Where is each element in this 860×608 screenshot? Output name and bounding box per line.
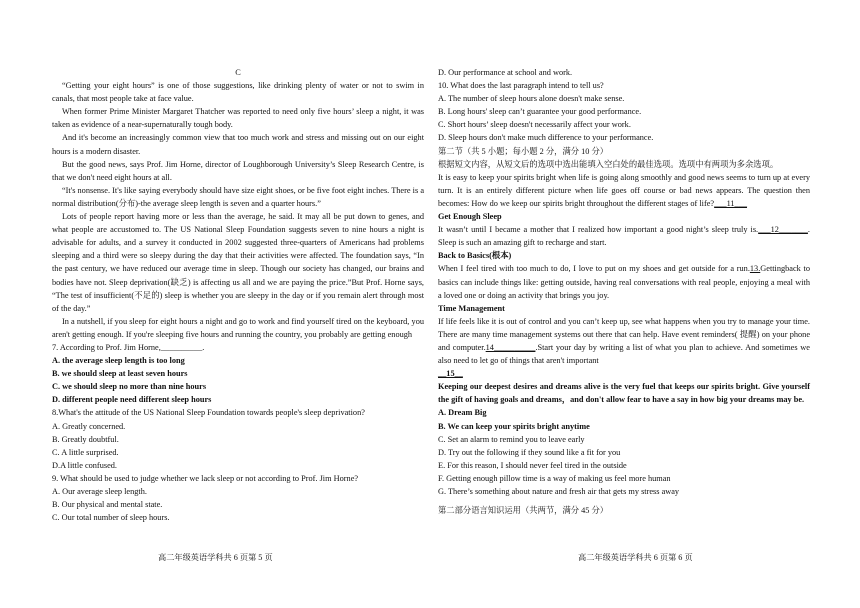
intro-text: It is easy to keep your spirits bright when life is going along smoothly and good news seems to turn up at every turn. It is an entirely different picture when life goes off course or bad news appears. The question then becomes: How do we keep our spirits bright throughout the different stages of life?	[438, 172, 810, 208]
sleep-paragraph	[438, 223, 810, 249]
footer-page-6: 高二年级英语学科共 6 页第 6 页	[578, 553, 693, 562]
text-span: If life feels like it is out of control and you can’t keep up, see what happens when you try to manage your time. There are many time management systems out there that can help. Have event reminders( 提醒) on your phone and computer.	[438, 316, 810, 352]
paragraph: In a nutshell, if you sleep for eight hours a night and go to work and find yourself tired on the keyboard, you aren't getting enough. If you're sleeping five hours and running the country, you probably are getting enough	[52, 316, 424, 339]
text-span: Gettingback to basics can include things like: getting outside, having real conversations with real people, enjoying a meal with a loved one or doing an activity that brings you joy.	[438, 264, 810, 300]
option: C. Short hours’ sleep doesn't necessarily affect your work.	[438, 120, 631, 130]
heading-back-to-basics: Back to Basics(根本)	[438, 251, 512, 261]
time-paragraph	[438, 315, 810, 367]
heading-get-enough-sleep: Get Enough Sleep	[438, 212, 502, 222]
text-span: It wasn’t until I became a mother that I realized how important a good night’s sleep truly is.	[438, 225, 759, 235]
text-span: .Start your day by writing a list of what you plan to achieve. And sometimes we also need to let go of things that aren't important	[438, 342, 810, 366]
option: A. The number of sleep hours alone doesn't make sense.	[438, 94, 625, 104]
option: B. Our physical and mental state.	[52, 500, 163, 510]
option: A. Greatly concerned.	[52, 421, 126, 431]
part-2-title: 第二部分语言知识运用（共两节，满分 45 分）	[438, 506, 609, 516]
option: G. There’s something about nature and fresh air that gets my stress away	[438, 487, 680, 496]
option: B. Greatly doubtful.	[52, 434, 119, 444]
question-10: 10. What does the last paragraph intend to tell us?	[438, 81, 604, 91]
option: C. Set an alarm to remind you to leave early	[438, 434, 585, 444]
blank-11: ___11___	[714, 198, 748, 208]
blank-15: __15__	[438, 369, 463, 379]
option: A. Dream Big	[438, 408, 487, 418]
text-span: When I feel tired with too much to do, I love to put on my shoes and get outside for a run.	[438, 264, 750, 274]
option: D. Try out the following if they sound like a fit for you	[438, 447, 621, 457]
text-span: . Sleep is such an amazing gift to recharge and start.	[438, 225, 810, 248]
paragraph: Lots of people report having more or less than the average, he said. It may all be put down to genes, and what people are accustomed to. The US National Sleep Foundation suggests seven to nine hours a night is advisable for adults, and a survey it conducted in 2002 suggested three-quarters of Americans had problems sleeping and a third were so sleepy during the day that their activities were affected. The foundation says, “In the past century, we have reduced our average time in sleep. Though our society has changed, our brains and bodies have not. Sleep deprivation(缺乏) is affecting us all and we are paying the price.”But Prof. Horne says, “The test of insufficient(不足的) sleep is whether you are sleepy in the day or if you remain alert through most of the day.”	[52, 212, 424, 313]
blank-12: ___12_______	[758, 225, 808, 235]
paragraph: When former Prime Minister Margaret Thatcher was reported to need only five hours’ sleep a night, it was taken as evidence of a near-supernaturally tough body.	[52, 107, 424, 130]
option: D. Our performance at school and work.	[438, 68, 573, 77]
question-7: 7. According to Prof. Jim Horne,__________.	[52, 342, 205, 352]
option: F. Getting enough pillow time is a way of making us feel more human	[438, 473, 671, 483]
intro-paragraph	[438, 171, 810, 210]
option: D.A little confused.	[52, 460, 117, 470]
option: B. we should sleep at least seven hours	[52, 369, 188, 379]
option: D. Sleep hours don't make much difference to your performance.	[438, 133, 654, 143]
paragraph: “It's nonsense. It's like saying everybody should have size eight shoes, or be five foot eight inches. There is a normal distribution(分布)-the average sleep length is seven and a quarter hours.”	[52, 185, 424, 208]
option: A. the average sleep length is too long	[52, 356, 185, 366]
dreams-paragraph: Keeping our deepest desires and dreams alive is the very fuel that keeps our spirits bright. Give yourself the gift of having goals and dreams，and don't allow fear to have a say in how big your dreams may be.	[438, 382, 810, 405]
blank-13: 13.	[749, 264, 761, 274]
section-2-title: 第二节（共 5 小题；每小题 2 分，满分 10 分）	[438, 146, 609, 156]
question-9: 9. What should be used to judge whether we lack sleep or not according to Prof. Jim Horne?	[52, 473, 359, 483]
option: B. Long hours' sleep can’t guarantee your good performance.	[438, 107, 642, 117]
option: E. For this reason, I should never feel tired in the outside	[438, 460, 627, 470]
paragraph: “Getting your eight hours” is one of those suggestions, like drinking plenty of water or not to swim in canals, that most people take at face value.	[52, 81, 424, 104]
passage-letter: C	[235, 68, 241, 77]
paragraph: But the good news, says Prof. Jim Horne, director of Loughborough University’s Sleep Research Centre, is that we don't need eight hours at all.	[52, 159, 424, 182]
option: C. Our total number of sleep hours.	[52, 513, 170, 523]
basics-paragraph	[438, 262, 810, 301]
option: C. we should sleep no more than nine hours	[52, 382, 207, 392]
option: A. Our average sleep length.	[52, 487, 147, 496]
option: B. We can keep your spirits bright anytime	[438, 421, 590, 431]
footer-page-5: 高二年级英语学科共 6 页第 5 页	[158, 553, 273, 562]
heading-time-management: Time Management	[438, 303, 505, 313]
section-2-instructions: 根据短文内容，从短文后的选项中选出能填入空白处的最佳选项。选项中有两项为多余选项。	[438, 159, 779, 169]
right-column	[438, 66, 810, 517]
blank-14: 14__________	[485, 342, 536, 352]
paragraph: And it's become an increasingly common view that too much work and stress and missing out on our eight hours is a modern disaster.	[52, 133, 424, 156]
option: C. A little surprised.	[52, 447, 119, 457]
option: D. different people need different sleep hours	[52, 395, 212, 405]
question-8: 8.What's the attitude of the US National Sleep Foundation towards people's sleep deprivation?	[52, 408, 365, 418]
left-column	[52, 66, 424, 524]
